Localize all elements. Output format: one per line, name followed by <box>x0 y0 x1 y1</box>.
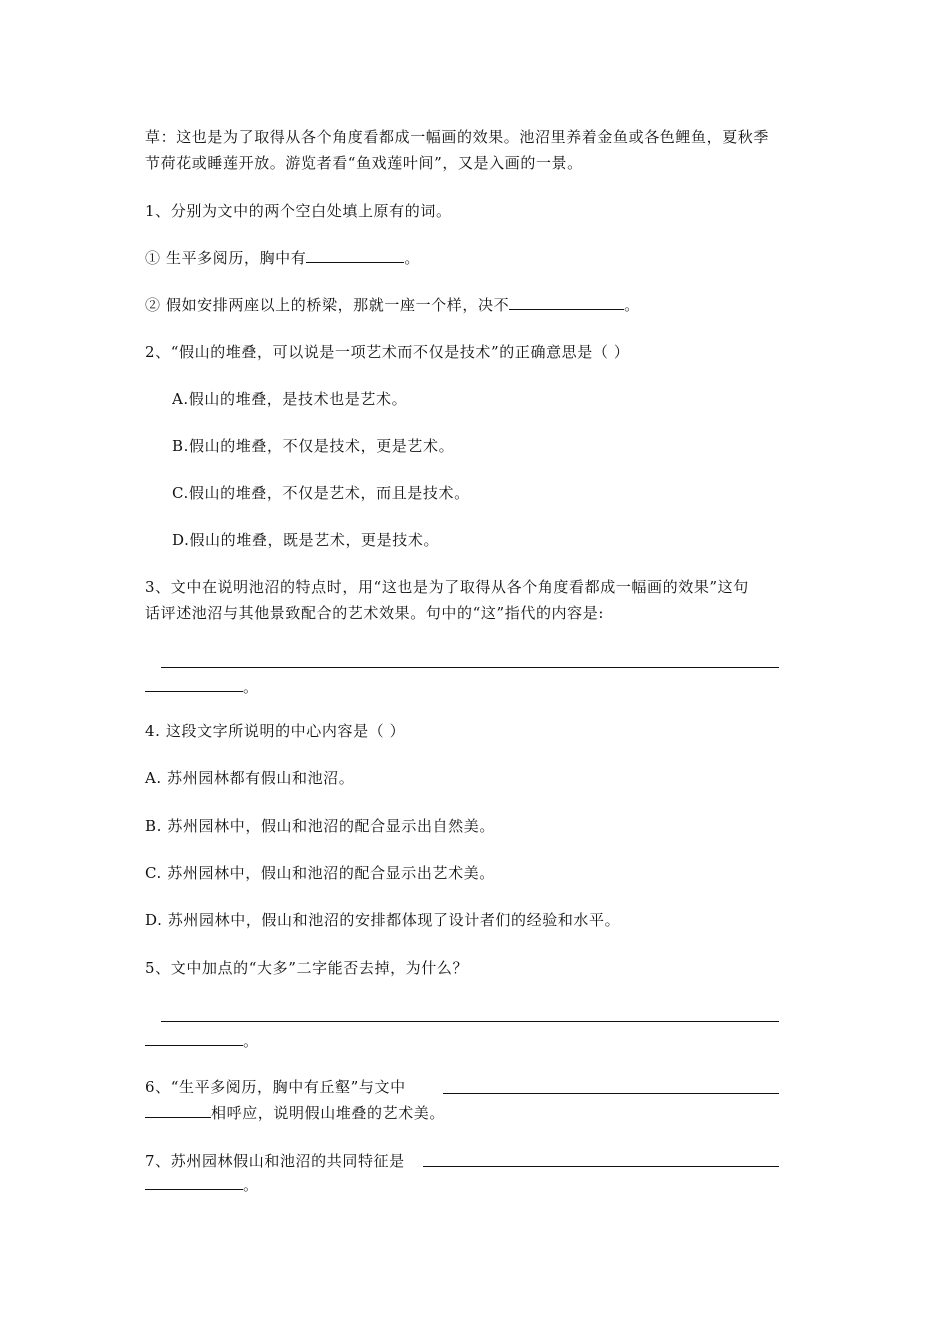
question-5-stem: 5、文中加点的“大多”二字能否去掉，为什么？ <box>145 959 469 977</box>
q7-end: 。 <box>243 1176 259 1194</box>
q6-answer-blank[interactable] <box>145 1103 211 1118</box>
q3-answer-line-1[interactable] <box>161 667 779 668</box>
passage-line-2: 节荷花或睡莲开放。游览者看“鱼戏莲叶间”，又是入画的一景。 <box>145 154 583 172</box>
q3-answer-line-2 <box>145 677 259 697</box>
question-1-item-a <box>145 248 420 268</box>
q3-end: 。 <box>243 678 259 696</box>
q6-suffix: 相呼应，说明假山堆叠的艺术美。 <box>211 1104 446 1122</box>
question-1-stem: 1、分别为文中的两个空白处填上原有的词。 <box>145 202 452 220</box>
question-4-stem: 4. 这段文字所说明的中心内容是（ ） <box>145 722 406 740</box>
question-3-line-2: 话评述池沼与其他景致配合的艺术效果。句中的“这”指代的内容是: <box>145 604 604 622</box>
q1b-answer-blank[interactable] <box>509 295 624 310</box>
question-2-option-c[interactable]: C.假山的堆叠，不仅是艺术，而且是技术。 <box>172 484 470 502</box>
q7-text: 7、苏州园林假山和池沼的共同特征是 <box>145 1152 405 1170</box>
q5-answer-line-2 <box>145 1031 259 1051</box>
passage-line-1: 草：这也是为了取得从各个角度看都成一幅画的效果。池沼里养着金鱼或各色鲤鱼，夏秋季 <box>145 128 770 146</box>
question-4-option-d[interactable]: D. 苏州园林中，假山和池沼的安排都体现了设计者们的经验和水平。 <box>145 911 621 929</box>
q6-text: 6、“生平多阅历，胸中有丘壑”与文中 <box>145 1078 406 1096</box>
q6-answer-line-1[interactable] <box>443 1093 779 1094</box>
question-4-option-c[interactable]: C. 苏州园林中，假山和池沼的配合显示出艺术美。 <box>145 864 495 882</box>
question-6-line-1 <box>145 1077 406 1097</box>
question-2-option-b[interactable]: B.假山的堆叠，不仅是技术，更是艺术。 <box>172 437 455 455</box>
question-2-stem: 2、“假山的堆叠，可以说是一项艺术而不仅是技术”的正确意思是（ ） <box>145 343 630 361</box>
q5-answer-blank[interactable] <box>145 1031 243 1046</box>
question-4-option-b[interactable]: B. 苏州园林中，假山和池沼的配合显示出自然美。 <box>145 817 495 835</box>
q7-answer-blank[interactable] <box>145 1175 243 1190</box>
question-6-line-2 <box>145 1103 445 1123</box>
question-1-item-b <box>145 295 640 315</box>
question-7-line-1 <box>145 1151 405 1171</box>
q1b-text: ② 假如安排两座以上的桥梁，那就一座一个样，决不 <box>145 296 510 314</box>
q5-end: 。 <box>243 1032 259 1050</box>
question-4-option-a[interactable]: A. 苏州园林都有假山和池沼。 <box>145 769 355 787</box>
question-3-line-1: 3、文中在说明池沼的特点时，用“这也是为了取得从各个角度看都成一幅画的效果”这句 <box>145 578 749 596</box>
q1b-end: 。 <box>624 296 640 314</box>
q1a-text: ① 生平多阅历，胸中有 <box>145 249 307 267</box>
question-2-option-a[interactable]: A.假山的堆叠，是技术也是艺术。 <box>172 390 408 408</box>
question-7-line-2 <box>145 1175 259 1195</box>
q1a-end: 。 <box>404 249 420 267</box>
q1a-answer-blank[interactable] <box>306 248 404 263</box>
q3-answer-blank[interactable] <box>145 677 243 692</box>
q5-answer-line-1[interactable] <box>161 1021 779 1022</box>
q7-answer-line-1[interactable] <box>423 1166 779 1167</box>
question-2-option-d[interactable]: D.假山的堆叠，既是艺术，更是技术。 <box>172 531 440 549</box>
